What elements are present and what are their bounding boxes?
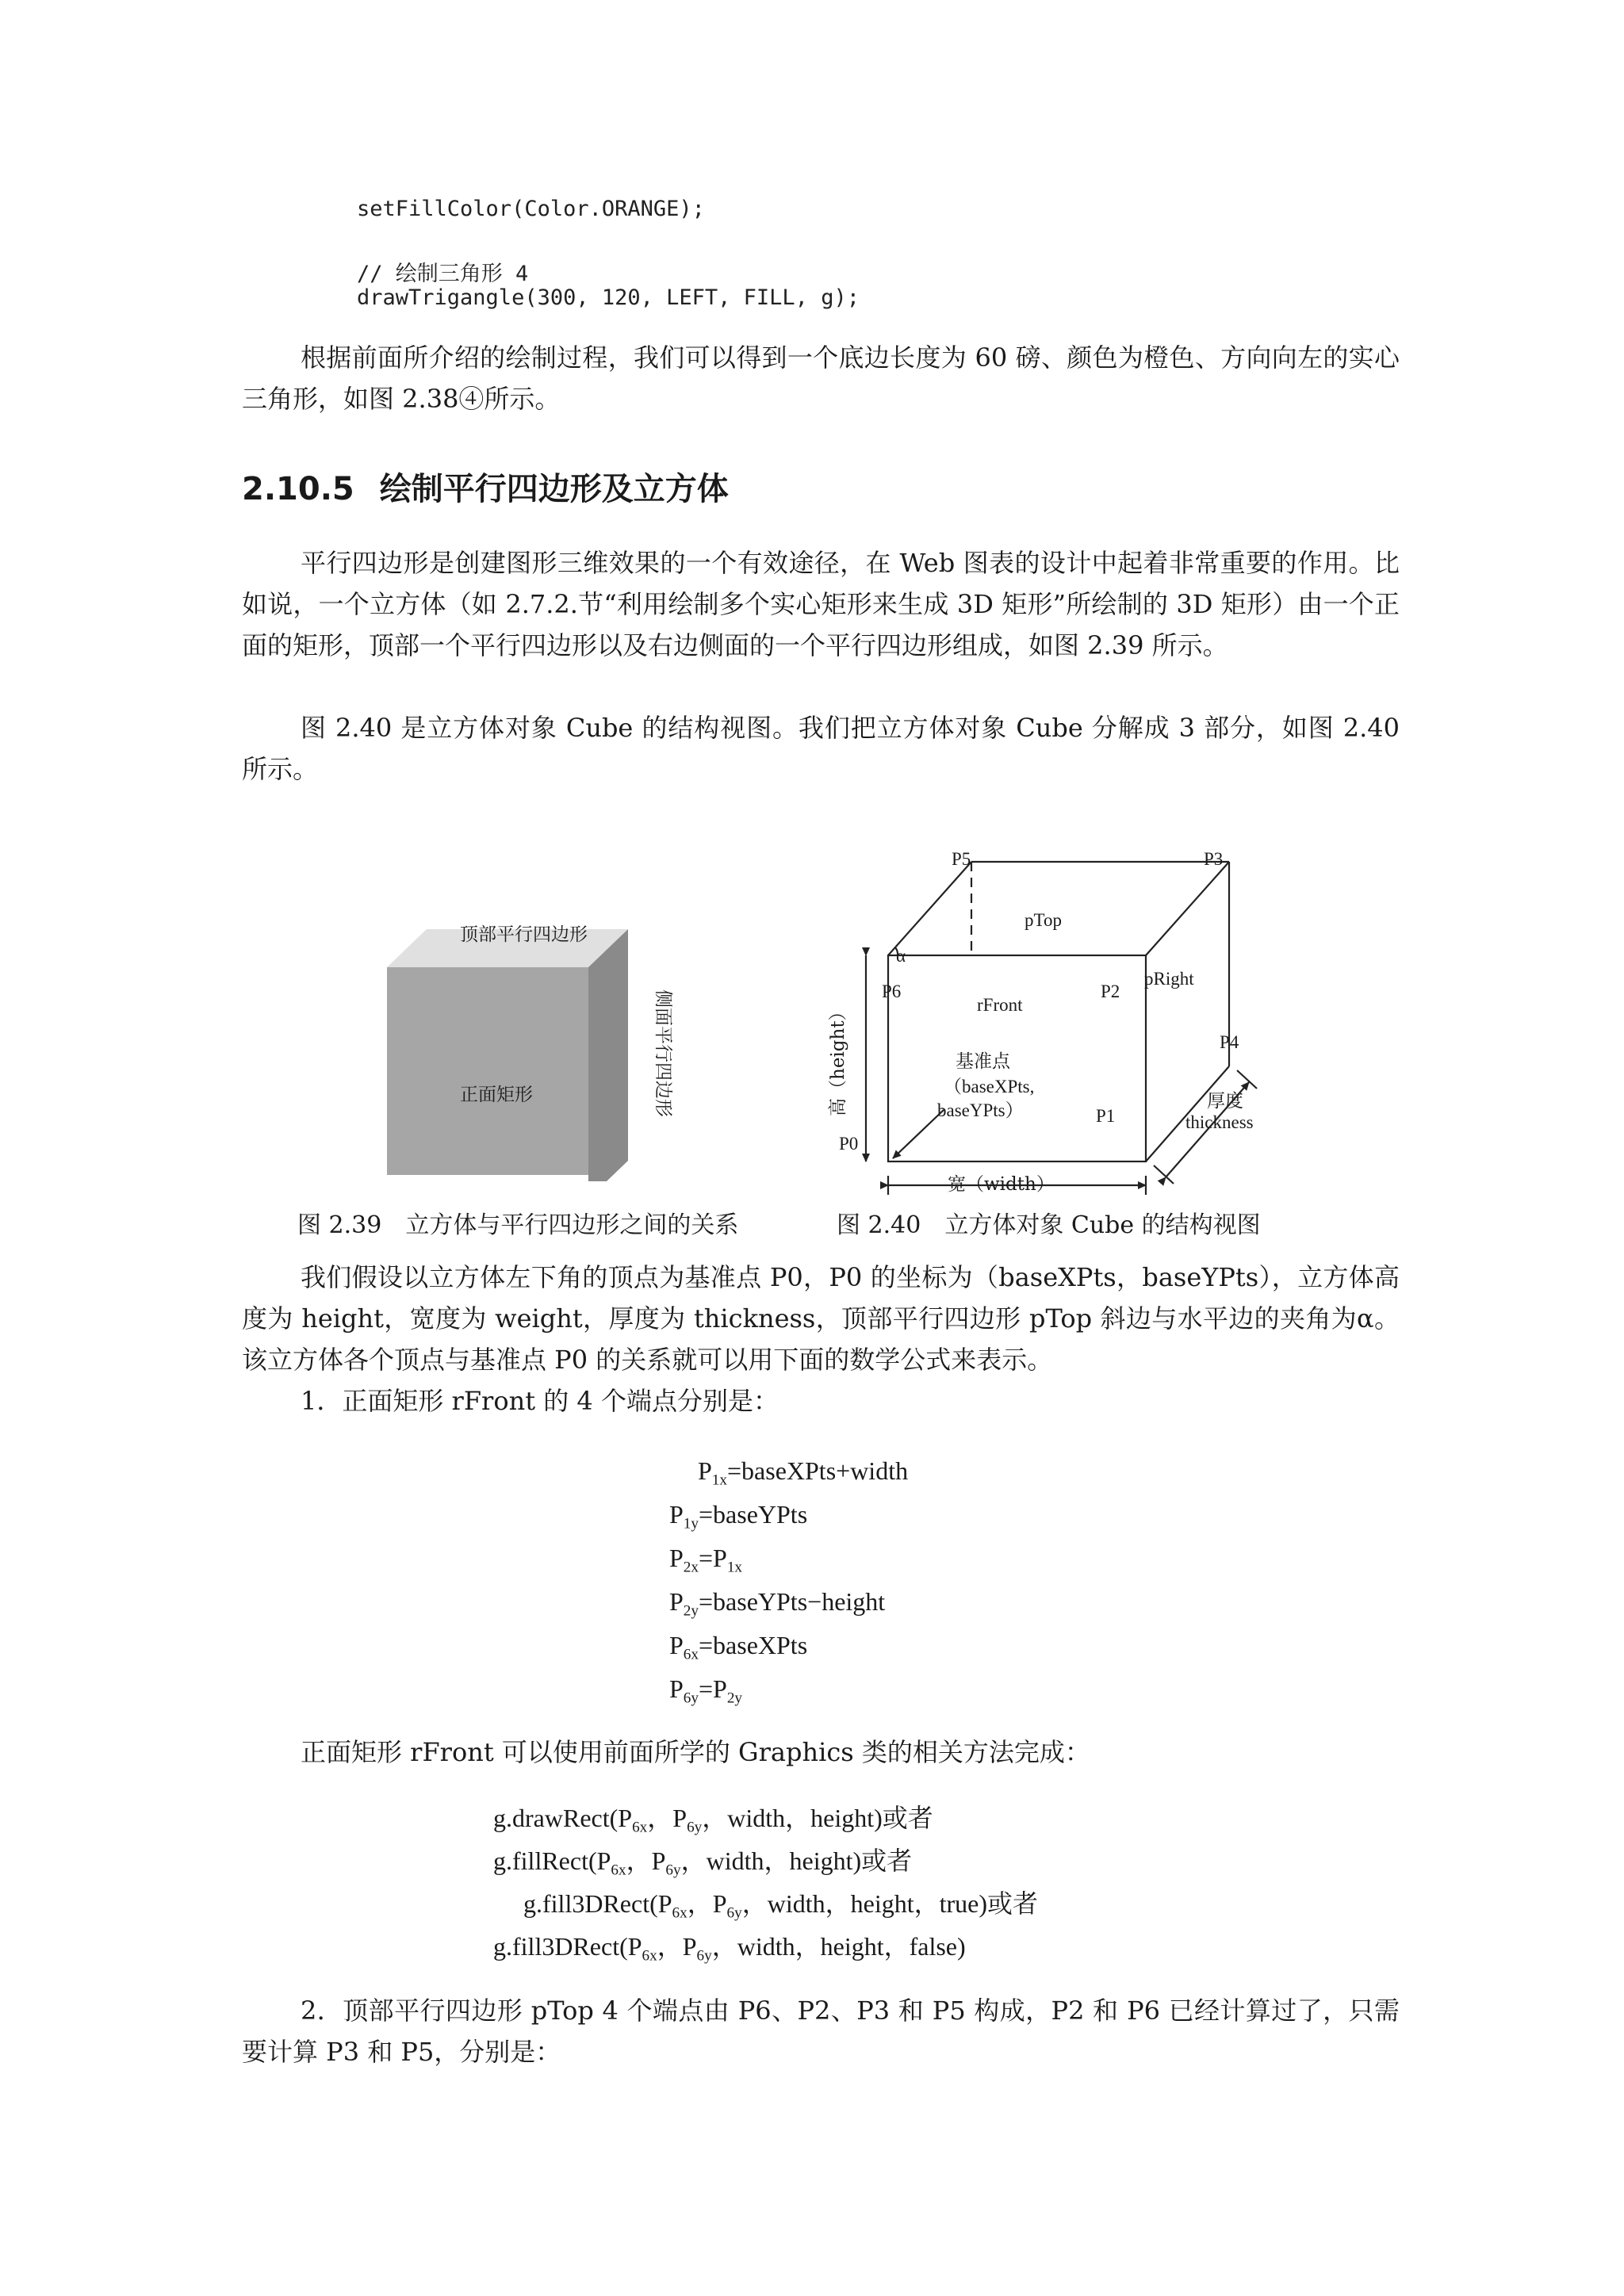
code-comment: // 绘制三角形 4 [357, 262, 529, 286]
fig240-label-p1: P1 [1096, 1106, 1116, 1126]
paragraph-5: 正面矩形 rFront 可以使用前面所学的 Graphics 类的相关方法完成： [301, 1737, 1090, 1767]
method-fill3drect-true: $g.fill3DRect(P_{6x}$，$P_{6y}$，width，height，true)或者 [523, 1889, 1039, 1922]
fig240-label-p2: P2 [1101, 982, 1120, 1001]
fig240-label-p5: P5 [952, 849, 971, 869]
figure-2-40-structure [825, 844, 1285, 1209]
fig240-label-p0: P0 [839, 1134, 859, 1154]
paragraph-1: 根据前面所介绍的绘制过程，我们可以得到一个底边长度为 60 磅、颜色为橙色、方向向左的实心三角形，如图 2.38④所示。 [242, 342, 1400, 414]
formula-p6y: $P_{6y}=P_{2y}$ [669, 1674, 743, 1707]
formula-p6x: $P_{6x}=baseXPts$ [669, 1631, 808, 1663]
formula-p1y: $P_{1y}=baseYPts$ [669, 1500, 808, 1533]
fig240-label-rfront: rFront [977, 995, 1023, 1015]
paragraph-3: 图 2.40 是立方体对象 Cube 的结构视图。我们把立方体对象 Cube 分解成 3 部分，如图 2.40 所示。 [242, 713, 1400, 784]
section-number: 2.10.5 [242, 471, 354, 507]
fig240-label-p6: P6 [882, 982, 902, 1001]
fig240-base-xpts: （baseXPts, [944, 1077, 1035, 1096]
top-left-edge [888, 862, 971, 955]
item-1-heading: 1．正面矩形 rFront 的 4 个端点分别是： [301, 1386, 779, 1416]
fig240-label-ptop: pTop [1025, 910, 1062, 930]
method-fill3drect-false: $g.fill3DRect(P_{6x}$，$P_{6y}$，width，height，false) [493, 1932, 966, 1965]
method-fillrect: $g.fillRect(P_{6x}$，$P_{6y}$，width，height)或者 [493, 1846, 913, 1879]
fig240-label-p3: P3 [1204, 849, 1224, 869]
fig239-side-label: 侧面平行四边形 [653, 989, 673, 1117]
cube-side-face [588, 929, 628, 1181]
fig239-caption: 图 2.39 立方体与平行四边形之间的关系 [297, 1211, 739, 1239]
cube-front-face [387, 967, 588, 1175]
paragraph-4: 我们假设以立方体左下角的顶点为基准点 P0，P0 的坐标为（baseXPts，baseYPts），立方体高度为 height，宽度为 weight，厚度为 thickness，顶部平行四边形 pTop 斜边与水平边的夹角为α。该立方体各个顶点与基准点 P0 的关系就可以用下面的数学公式来表示。 [242, 1262, 1400, 1375]
base-point-pointer [893, 1110, 944, 1158]
fig239-front-label: 正面矩形 [460, 1085, 533, 1105]
section-title: 绘制平行四边形及立方体 [379, 471, 729, 507]
code-line-setfillcolor: setFillColor(Color.ORANGE); [357, 197, 705, 221]
formula-p2y: $P_{2y}=baseYPts-height$ [669, 1587, 886, 1620]
fig240-label-p4: P4 [1220, 1032, 1239, 1052]
fig240-base-point: 基准点 [956, 1051, 1010, 1072]
item-2-paragraph: 2．顶部平行四边形 pTop 4 个端点由 P6、P2、P3 和 P5 构成，P2 和 P6 已经计算过了，只需要计算 P3 和 P5，分别是： [242, 1996, 1400, 2067]
code-line-drawtrigangle: drawTrigangle(300, 120, LEFT, FILL, g); [357, 285, 860, 310]
paragraph-2: 平行四边形是创建图形三维效果的一个有效途径，在 Web 图表的设计中起着非常重要的作用。比如说，一个立方体（如 2.7.2.节“利用绘制多个实心矩形来生成 3D 矩形”所绘制的 3D 矩形）由一个正面的矩形，顶部一个平行四边形以及右边侧面的一个平行四边形组成，如图 2.39 所示。 [242, 548, 1400, 660]
fig240-height-label: 高（height） [828, 1002, 848, 1116]
fig240-label-pright: pRight [1144, 969, 1194, 989]
fig240-thickness-en: thickness [1185, 1112, 1254, 1132]
section-heading [242, 464, 729, 509]
top-right-edge [1146, 862, 1229, 955]
method-drawrect: $g.drawRect(P_{6x}$，$P_{6y}$，width，height)或者 [493, 1804, 933, 1836]
thickness-tick-low [1154, 1165, 1174, 1184]
fig240-thickness-cn: 厚度 [1207, 1091, 1243, 1112]
formula-p1x: $P_{1x}=baseXPts+width$ [698, 1456, 909, 1489]
formula-p2x: $P_{2x}=P_{1x}$ [669, 1544, 743, 1576]
fig240-width-label: 宽（width） [948, 1174, 1055, 1195]
fig240-base-ypts: baseYPts） [937, 1100, 1024, 1120]
fig239-top-label: 顶部平行四边形 [460, 924, 588, 945]
fig240-caption: 图 2.40 立方体对象 Cube 的结构视图 [837, 1211, 1261, 1239]
fig240-label-alpha: α [896, 946, 906, 966]
